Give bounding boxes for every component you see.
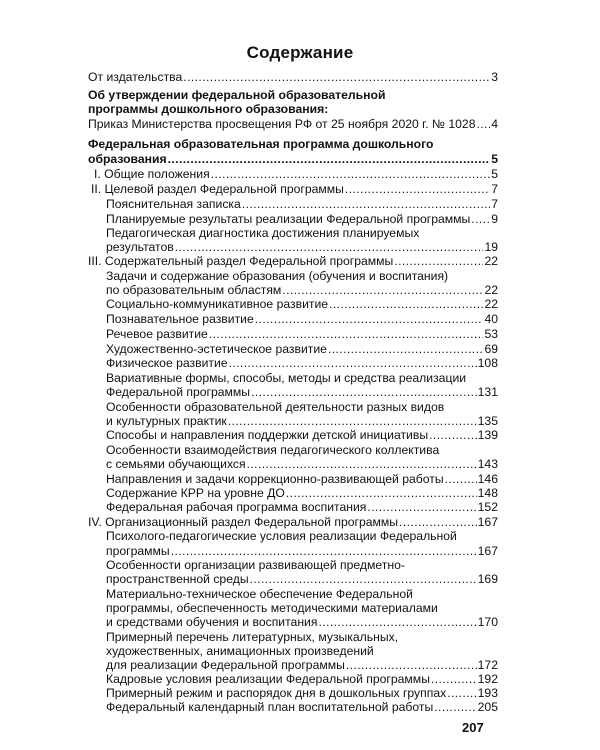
toc-entry-title: Федеральная рабочая программа воспитания (106, 500, 367, 514)
toc-entry-title: и культурных практик (106, 414, 227, 428)
toc-entry-title: Речевое развитие (106, 327, 208, 341)
toc-heading-line: Об утверждении федеральной образовательной (88, 88, 386, 102)
toc-entry-title: Планируемые результаты реализации Федеральной программы (106, 212, 471, 226)
toc-entry-page: 22 (484, 297, 498, 311)
toc-entry-title: Познавательное развитие (106, 312, 254, 326)
toc-entry-line: Задачи и содержание образования (обучения и воспитания) (106, 269, 449, 283)
toc-entry-page: 167 (477, 544, 498, 558)
toc-entry-title: Федеральной программы (106, 385, 251, 399)
toc-leader-dots (399, 515, 477, 529)
toc-leader-dots (434, 700, 476, 714)
toc-entry-title: Примерный режим и распорядок дня в дошкольных группах (106, 686, 447, 700)
toc-entry-page: 5 (491, 167, 498, 181)
toc-leader-dots (168, 152, 491, 166)
toc-heading-line: Федеральная образовательная программа дошкольного (88, 137, 434, 151)
toc-entry[interactable] (94, 167, 498, 181)
toc-leader-dots (282, 283, 483, 297)
toc-entry-title: Федеральный календарный план воспитательной работы (106, 700, 434, 714)
toc-leader-dots (171, 544, 477, 558)
toc-entry-page: 146 (477, 472, 498, 486)
toc-entry[interactable] (106, 615, 498, 629)
toc-entry-page: 22 (484, 254, 498, 268)
toc-entry-page: 7 (491, 182, 498, 196)
toc-entry-page: 167 (477, 515, 498, 529)
toc-leader-dots (367, 500, 476, 514)
toc-entry-title: для реализации Федеральной программы (106, 658, 345, 672)
toc-entry[interactable] (88, 254, 498, 268)
toc-leader-dots (318, 615, 476, 629)
toc-entry-page: 170 (477, 615, 498, 629)
toc-entry-line: Примерный перечень литературных, музыкальных, (106, 630, 399, 644)
toc-entry-page: 108 (477, 356, 498, 370)
toc-entry-line: Вариативные формы, способы, методы и средства реализации (106, 371, 467, 385)
toc-entry[interactable] (106, 297, 498, 311)
toc-entry[interactable] (106, 486, 498, 500)
toc-leader-dots (247, 457, 477, 471)
toc-entry[interactable] (106, 240, 498, 254)
toc-entry[interactable] (106, 700, 498, 714)
toc-entry[interactable] (106, 658, 498, 672)
toc-leader-dots (242, 197, 490, 211)
toc-entry[interactable] (106, 342, 498, 356)
toc-entry-title: и средствами обучения и воспитания (106, 615, 318, 629)
toc-entry-title: по образовательным областям (106, 283, 282, 297)
toc-leader-dots (447, 686, 476, 700)
toc-entry-line: Материально-техническое обеспечение Федеральной (106, 587, 413, 601)
toc-entry-page: 53 (484, 327, 498, 341)
toc-leader-dots (251, 385, 477, 399)
toc-entry-title: От издательства (88, 70, 183, 84)
toc-leader-dots (429, 428, 477, 442)
toc-entry-title: III. Содержательный раздел Федеральной программы (88, 254, 394, 268)
toc-leader-dots (328, 342, 484, 356)
toc-entry[interactable] (106, 686, 498, 700)
toc-entry-title: Кадровые условия реализации Федеральной программы (106, 672, 430, 686)
toc-leader-dots (229, 356, 477, 370)
toc-entry[interactable] (106, 500, 498, 514)
page-title: Содержание (246, 43, 354, 62)
toc-entry-title: Социально-коммуникативное развитие (106, 297, 329, 311)
toc-entry-title: II. Целевой раздел Федеральной программы (91, 182, 344, 196)
toc-entry-page: 205 (477, 700, 498, 714)
toc-leader-dots (346, 658, 477, 672)
toc-entry-title: программы (106, 544, 170, 558)
toc-entry-line: программы, обеспеченность методическими материалами (106, 601, 438, 615)
toc-entry-page: 5 (491, 152, 498, 166)
toc-entry[interactable] (106, 212, 498, 226)
toc-entry-page: 172 (477, 658, 498, 672)
toc-leader-dots (175, 240, 484, 254)
toc-leader-dots (476, 117, 490, 131)
toc-entry[interactable] (106, 327, 498, 341)
toc-entry[interactable] (106, 283, 498, 297)
toc-entry[interactable] (88, 117, 498, 131)
toc-entry[interactable] (106, 385, 498, 399)
toc-entry[interactable] (106, 544, 498, 558)
toc-entry-page: 143 (477, 457, 498, 471)
toc-entry-title: Приказ Министерства просвещения РФ от 25 ноября 2020 г. № 1028 (88, 117, 476, 131)
toc-entry-page: 22 (484, 283, 498, 297)
toc-entry[interactable] (106, 672, 498, 686)
toc-entry[interactable] (91, 182, 498, 196)
toc-entry-page: 9 (491, 212, 498, 226)
toc-entry-line: художественных, анимационных произведений (106, 644, 374, 658)
toc-leader-dots (211, 167, 491, 181)
toc-entry-line: Особенности взаимодействия педагогического коллектива (106, 443, 440, 457)
toc-entry-page: 148 (477, 486, 498, 500)
toc-entry-page: 192 (477, 672, 498, 686)
toc-entry-page: 7 (491, 197, 498, 211)
toc-leader-dots (250, 572, 477, 586)
toc-entry[interactable] (106, 356, 498, 370)
toc-entry-line: Особенности образовательной деятельности разных видов (106, 400, 445, 414)
toc-leader-dots (329, 297, 483, 311)
toc-entry[interactable] (106, 197, 498, 211)
toc-entry[interactable] (88, 70, 498, 84)
toc-entry-title: Физическое развитие (106, 356, 228, 370)
toc-entry-title: I. Общие положения (94, 167, 210, 181)
toc-entry-title: Содержание КРР на уровне ДО (106, 486, 285, 500)
toc-entry-line: Педагогическая диагностика достижения планируемых (106, 226, 420, 240)
toc-entry-title: образования (88, 152, 167, 166)
toc-leader-dots (394, 254, 483, 268)
toc-entry-page: 152 (477, 500, 498, 514)
toc-leader-dots (431, 672, 477, 686)
toc-entry-title: с семьями обучающихся (106, 457, 246, 471)
toc-entry-page: 135 (477, 414, 498, 428)
toc-entry[interactable] (106, 457, 498, 471)
toc-entry-title: Способы и направления поддержки детской инициативы (106, 428, 429, 442)
toc-entry[interactable] (106, 414, 498, 428)
toc-entry[interactable] (106, 312, 498, 326)
toc-leader-dots (255, 312, 484, 326)
toc-leader-dots (228, 414, 477, 428)
toc-entry-page: 4 (491, 117, 498, 131)
toc-entry-page: 131 (477, 385, 498, 399)
page-number: 207 (462, 720, 484, 735)
toc-entry-line: Психолого-педагогические условия реализации Федеральной (106, 529, 457, 543)
toc-entry[interactable] (106, 428, 498, 442)
toc-heading-line: программы дошкольного образования: (88, 102, 329, 116)
toc-leader-dots (209, 327, 484, 341)
toc-entry-line: Особенности организации развивающей предметно- (106, 558, 405, 572)
toc-entry-title: Направления и задачи коррекционно-развивающей работы (106, 472, 444, 486)
toc-entry-title: пространственной среды (106, 572, 249, 586)
toc-entry[interactable] (88, 515, 498, 529)
toc-entry[interactable] (88, 152, 498, 166)
toc-entry[interactable] (106, 572, 498, 586)
toc-leader-dots (345, 182, 490, 196)
toc-entry-page: 3 (491, 70, 498, 84)
toc-entry-page: 40 (484, 312, 498, 326)
toc-entry-page: 19 (484, 240, 498, 254)
toc-leader-dots (471, 212, 490, 226)
toc-entry-page: 139 (477, 428, 498, 442)
toc-entry-page: 193 (477, 686, 498, 700)
toc-entry-title: IV. Организационный раздел Федеральной программы (88, 515, 399, 529)
toc-leader-dots (445, 472, 477, 486)
toc-leader-dots (183, 70, 490, 84)
toc-leader-dots (286, 486, 477, 500)
toc-entry-title: Пояснительная записка (106, 197, 241, 211)
toc-entry-page: 169 (477, 572, 498, 586)
toc-entry-title: результатов (106, 240, 174, 254)
toc-entry[interactable] (106, 472, 498, 486)
toc-entry-title: Художественно-эстетическое развитие (106, 342, 327, 356)
toc-entry-page: 69 (484, 342, 498, 356)
